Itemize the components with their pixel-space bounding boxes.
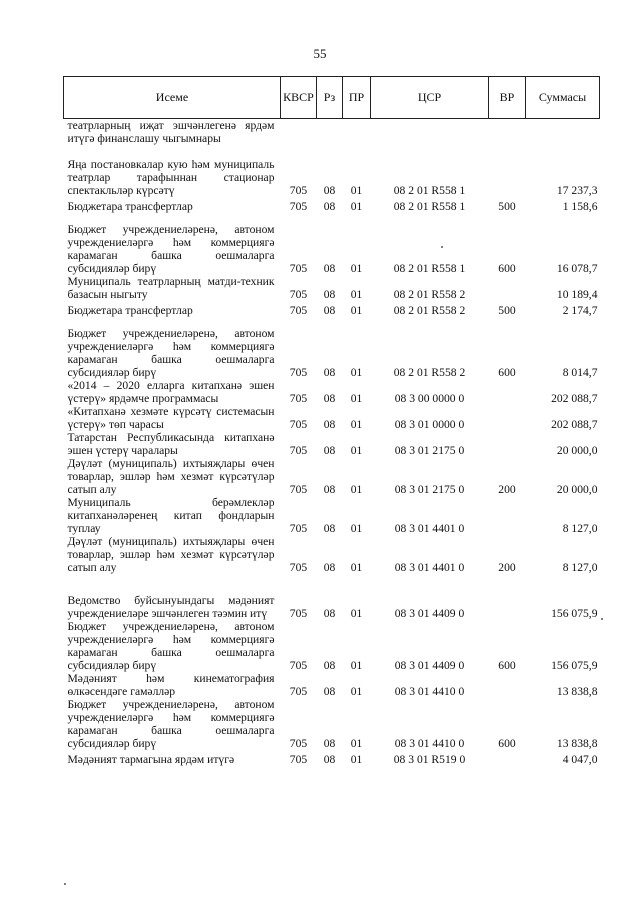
budget-table: [63, 76, 600, 766]
table-row: [64, 379, 600, 405]
cell-name: Татарстан Республикасында китапханә эшен үстерү чаралары: [67, 431, 275, 457]
cell-vr: [489, 275, 526, 301]
cell-csr: 08 3 01 4410 0: [394, 737, 465, 750]
cell-sum: 2 174,7: [562, 304, 598, 317]
table-row: [64, 496, 600, 535]
cell-pr: 01: [350, 659, 363, 672]
cell-name: Бюджет учреждениеләренә, автоном учреждениеләргә һәм коммерциягә карамаган башка оешмаларга субсидияләр бирү: [67, 327, 275, 379]
table-row: [64, 431, 600, 457]
cell-sum: 8 014,7: [562, 366, 598, 379]
cell-csr: 08 3 00 0000 0: [394, 392, 465, 405]
table-row: [64, 275, 600, 301]
cell-name: Бюджетара трансфертлар: [67, 304, 193, 317]
cell-pr: 01: [350, 753, 363, 766]
cell-pr: 01: [350, 288, 363, 301]
cell-rz: 08: [323, 561, 336, 574]
cell-pr: 01: [350, 262, 363, 275]
cell-rz: [317, 119, 343, 146]
cell-vr: 200: [498, 483, 516, 496]
header-pr: ПР: [343, 77, 371, 119]
cell-kvsr: 705: [289, 304, 308, 317]
table-row: [64, 145, 600, 197]
cell-rz: 08: [323, 737, 336, 750]
table-row: [64, 213, 600, 275]
cell-name: Бюджет учреждениеләренә, автоном учреждениеләргә һәм коммерциягә карамаган башка оешмаларга субсидияләр бирү: [67, 620, 275, 672]
cell-csr: 08 3 01 R519 0: [393, 753, 466, 766]
cell-sum: 156 075,9: [551, 659, 598, 672]
cell-csr: 08 2 01 R558 2: [393, 304, 466, 317]
cell-sum: 16 078,7: [556, 262, 598, 275]
cell-kvsr: 705: [289, 366, 308, 379]
cell-csr: 08 3 01 4410 0: [394, 685, 465, 698]
cell-sum: 8 127,0: [562, 561, 598, 574]
cell-rz: 08: [323, 685, 336, 698]
cell-name: Бюджет учреждениеләренә, автоном учреждениеләргә һәм коммерциягә карамаган башка оешмаларга субсидияләр бирү: [67, 698, 275, 750]
cell-kvsr: 705: [289, 522, 308, 535]
cell-sum: 202 088,7: [551, 418, 598, 431]
cell-vr: [489, 405, 526, 431]
cell-kvsr: 705: [289, 262, 308, 275]
cell-vr: [489, 750, 526, 766]
table-row: [64, 119, 600, 146]
header-sum: Суммасы: [526, 77, 600, 119]
cell-name: Дәүләт (муниципаль) ихтыяҗлары өчен товарлар, эшләр һәм хезмәт күрсәтүләр сатып алу: [67, 535, 275, 574]
cell-rz: 08: [323, 392, 336, 405]
cell-name: Ведомство буйсынуындагы мәдәният учреждениеләре эшчәнлеген тәэмин итү: [67, 594, 275, 620]
cell-csr: 08 2 01 R558 1: [393, 262, 466, 275]
header-kvsr: КВСР: [281, 77, 317, 119]
cell-kvsr: 705: [289, 753, 308, 766]
cell-rz: 08: [323, 304, 336, 317]
cell-pr: 01: [350, 444, 363, 457]
cell-name: Муниципаль берәмлекләр китапханәләренең китап фондларын туплау: [67, 496, 275, 535]
cell-vr: [489, 145, 526, 197]
cell-rz: 08: [323, 288, 336, 301]
cell-sum: 13 838,8: [556, 737, 598, 750]
cell-kvsr: 705: [289, 737, 308, 750]
cell-vr: 600: [498, 366, 516, 379]
cell-pr: 01: [350, 366, 363, 379]
cell-vr: 500: [498, 304, 516, 317]
header-vr: ВР: [489, 77, 526, 119]
cell-name: Бюджетара трансфертлар: [67, 200, 193, 213]
cell-sum: 202 088,7: [551, 392, 598, 405]
cell-rz: 08: [323, 366, 336, 379]
cell-name: Яңа постановкалар кую һәм муниципаль театрлар тарафыннан стационар спектакльләр күрсәтү: [67, 158, 275, 197]
cell-rz: 08: [323, 607, 336, 620]
cell-vr: [489, 431, 526, 457]
cell-kvsr: 705: [289, 288, 308, 301]
cell-rz: 08: [323, 522, 336, 535]
cell-pr: 01: [350, 685, 363, 698]
cell-vr: [489, 496, 526, 535]
cell-pr: 01: [350, 418, 363, 431]
table-header: [64, 77, 600, 119]
table-row: [64, 574, 600, 620]
cell-vr: [489, 119, 526, 146]
cell-vr: 600: [498, 262, 516, 275]
header-csr: ЦСР: [371, 77, 489, 119]
cell-csr: 08 3 01 0000 0: [394, 418, 465, 431]
cell-rz: 08: [323, 418, 336, 431]
cell-rz: 08: [323, 200, 336, 213]
page-number: 55: [313, 46, 327, 61]
cell-rz: 08: [323, 753, 336, 766]
cell-pr: 01: [350, 522, 363, 535]
cell-kvsr: 705: [289, 418, 308, 431]
scan-speck: [601, 618, 603, 620]
cell-rz: 08: [323, 444, 336, 457]
cell-csr: 08 2 01 R558 1: [393, 200, 466, 213]
table-row: [64, 197, 600, 213]
cell-csr: 08 3 01 4409 0: [394, 659, 465, 672]
cell-csr: 08 3 01 4401 0: [394, 561, 465, 574]
cell-vr: 600: [498, 737, 516, 750]
cell-kvsr: 705: [289, 392, 308, 405]
cell-kvsr: 705: [289, 685, 308, 698]
cell-vr: [489, 574, 526, 620]
cell-sum: 20 000,0: [556, 483, 598, 496]
cell-rz: 08: [323, 659, 336, 672]
cell-vr: 200: [498, 561, 516, 574]
cell-csr: 08 3 01 2175 0: [394, 444, 465, 457]
cell-pr: 01: [350, 304, 363, 317]
table-row: [64, 698, 600, 750]
cell-pr: 01: [350, 607, 363, 620]
cell-kvsr: 705: [289, 444, 308, 457]
table-row: [64, 535, 600, 574]
cell-pr: 01: [350, 483, 363, 496]
header-rz: Рз: [317, 77, 343, 119]
cell-csr: [371, 119, 489, 146]
cell-kvsr: [281, 119, 317, 146]
cell-csr: 08 2 01 R558 2: [393, 288, 466, 301]
table-row: [64, 620, 600, 672]
cell-sum: 156 075,9: [551, 607, 598, 620]
cell-kvsr: 705: [289, 184, 308, 197]
cell-name: Мәдәният тармагына ярдәм итүгә: [67, 753, 235, 766]
cell-pr: 01: [350, 184, 363, 197]
cell-kvsr: 705: [289, 607, 308, 620]
scan-speck: [441, 246, 443, 248]
cell-pr: 01: [350, 561, 363, 574]
cell-kvsr: 705: [289, 200, 308, 213]
cell-vr: 500: [498, 200, 516, 213]
cell-csr: 08 2 01 R558 1: [393, 184, 466, 197]
cell-name: театрларның иҗат эшчәнлегенә ярдәм итүгә финанслашу чыгымнары: [67, 119, 275, 145]
cell-sum: 20 000,0: [556, 444, 598, 457]
table-row: [64, 301, 600, 317]
cell-csr: 08 3 01 4401 0: [394, 522, 465, 535]
cell-vr: [489, 672, 526, 698]
cell-kvsr: 705: [289, 483, 308, 496]
cell-vr: 600: [498, 659, 516, 672]
cell-sum: 4 047,0: [562, 753, 598, 766]
cell-pr: 01: [350, 737, 363, 750]
cell-sum: 10 189,4: [556, 288, 598, 301]
cell-csr: 08 3 01 2175 0: [394, 483, 465, 496]
cell-pr: 01: [350, 200, 363, 213]
cell-csr: 08 2 01 R558 2: [393, 366, 466, 379]
cell-kvsr: 705: [289, 561, 308, 574]
cell-pr: 01: [350, 392, 363, 405]
table-row: [64, 317, 600, 379]
table-body: [64, 119, 600, 767]
table-row: [64, 672, 600, 698]
scan-speck: [64, 883, 66, 885]
table-row: [64, 405, 600, 431]
cell-sum: 13 838,8: [556, 685, 598, 698]
header-name: Исеме: [64, 77, 281, 119]
cell-name: «Китапханә хезмәте күрсәтү системасын үстерү» төп чарасы: [67, 405, 275, 431]
cell-rz: 08: [323, 184, 336, 197]
cell-pr: [343, 119, 371, 146]
cell-sum: 1 158,6: [562, 200, 598, 213]
table-row: [64, 457, 600, 496]
cell-rz: 08: [323, 483, 336, 496]
cell-name: Бюджет учреждениеләренә, автоном учреждениеләргә һәм коммерциягә карамаган башка оешмаларга субсидияләр бирү: [67, 223, 275, 275]
cell-rz: 08: [323, 262, 336, 275]
cell-name: Муниципаль театрларның матди-техник базасын ныгыту: [67, 275, 275, 301]
cell-sum: [526, 119, 600, 146]
cell-vr: [489, 379, 526, 405]
cell-name: Дәүләт (муниципаль) ихтыяҗлары өчен товарлар, эшләр һәм хезмәт күрсәтүләр сатып алу: [67, 457, 275, 496]
cell-sum: 8 127,0: [562, 522, 598, 535]
cell-kvsr: 705: [289, 659, 308, 672]
table-row: [64, 750, 600, 766]
cell-sum: 17 237,3: [556, 184, 598, 197]
cell-name: Мәдәният һәм кинематография өлкәсендәге гамәлләр: [67, 672, 275, 698]
cell-csr: 08 3 01 4409 0: [394, 607, 465, 620]
cell-name: «2014 – 2020 елларга китапханә эшен үстерү» ярдәмче программасы: [67, 379, 275, 405]
